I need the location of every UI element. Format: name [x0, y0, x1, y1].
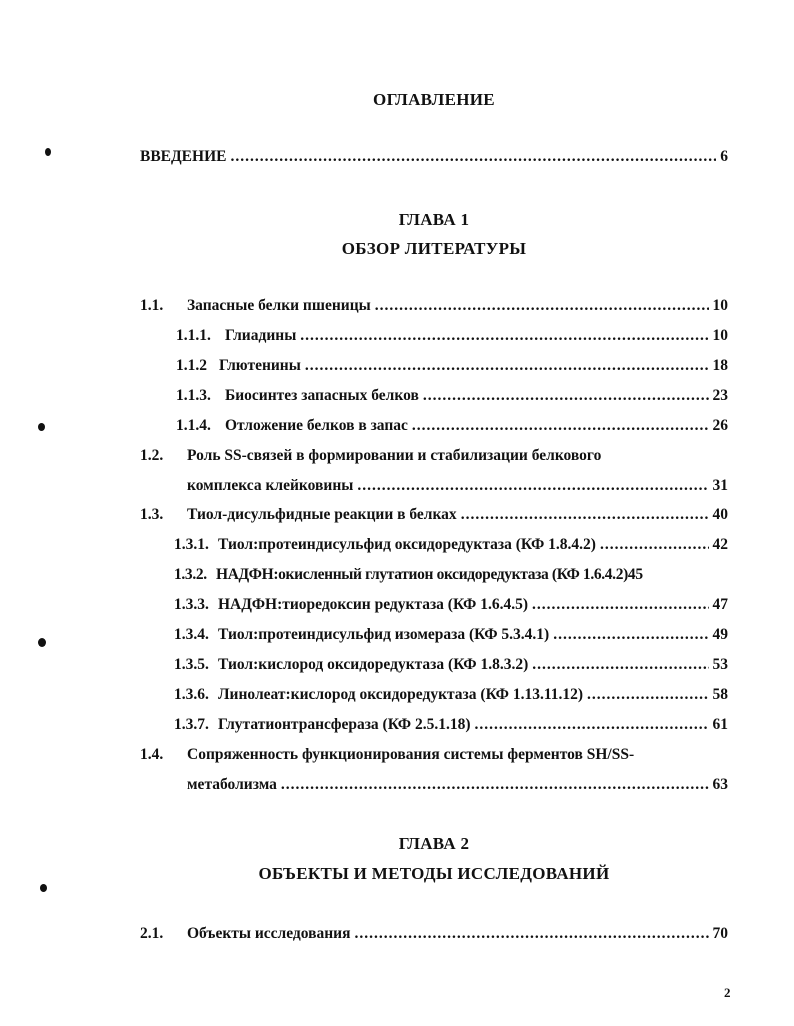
toc-number: 1.1.1. — [176, 327, 211, 344]
toc-entry-1-3-4 — [174, 626, 728, 648]
scan-speck — [38, 423, 45, 431]
toc-page: 53 — [712, 656, 728, 673]
toc-entry-1-3-1 — [174, 536, 728, 558]
toc-entry-1-1-4 — [176, 417, 728, 439]
toc-number: 1.3.2. — [174, 566, 207, 583]
toc-page: 49 — [712, 626, 728, 643]
leader-dots — [300, 327, 708, 345]
toc-label-line2: метаболизма — [187, 776, 277, 793]
toc-number: 1.2. — [140, 447, 164, 464]
leader-dots — [461, 506, 709, 524]
toc-label: Линолеат:кислород оксидоредуктаза (КФ 1.13.11.12) — [218, 686, 584, 703]
toc-page: 42 — [712, 536, 728, 553]
chapter1-heading: ГЛАВА 1 — [398, 210, 470, 229]
toc-page: 10 — [712, 327, 728, 344]
leader-dots — [553, 626, 708, 644]
leader-dots — [230, 148, 716, 166]
leader-dots — [600, 536, 709, 554]
toc-label-line2: комплекса клейковины — [187, 477, 354, 494]
toc-page: 58 — [712, 686, 728, 703]
toc-page: 23 — [712, 387, 728, 404]
toc-label: Биосинтез запасных белков — [225, 387, 419, 404]
leader-dots — [355, 925, 709, 943]
toc-number: 2.1. — [140, 925, 164, 942]
leader-dots — [305, 357, 709, 375]
toc-number: 1.1.2 — [176, 357, 207, 374]
scan-speck — [40, 884, 47, 892]
page-number: 2 — [724, 985, 731, 1000]
toc-entry-1-1-3 — [176, 387, 728, 409]
toc-label: Тиол:протеиндисульфид изомераза (КФ 5.3.4.1) — [218, 626, 550, 643]
toc-entry-2-1 — [140, 925, 728, 947]
leader-dots — [532, 656, 708, 674]
toc-label: Тиол-дисульфидные реакции в белках — [187, 506, 457, 523]
toc-page: 26 — [712, 417, 728, 434]
leader-dots — [587, 686, 708, 704]
toc-entry-1-3-2 — [174, 566, 728, 588]
toc-label: Глютенины — [219, 357, 301, 374]
toc-number: 1.3.6. — [174, 686, 209, 703]
toc-label: Глиадины — [225, 327, 297, 344]
toc-page: 61 — [712, 716, 728, 733]
toc-entry-1-3-3 — [174, 596, 728, 618]
toc-label: Объекты исследования — [187, 925, 351, 942]
toc-number: 1.1.3. — [176, 387, 211, 404]
toc-page: 45 — [627, 566, 643, 583]
leader-dots — [532, 596, 708, 614]
toc-number: 1.1.4. — [176, 417, 211, 434]
toc-label: Тиол:протеиндисульфид оксидоредуктаза (КФ 1.8.4.2) — [218, 536, 596, 553]
toc-number: 1.3.4. — [174, 626, 209, 643]
toc-number: 1.1. — [140, 297, 164, 314]
leader-dots — [357, 477, 708, 495]
toc-label-line1: Сопряженность функционирования системы ферментов SH/SS- — [187, 746, 635, 763]
toc-label: Отложение белков в запас — [225, 417, 408, 434]
toc-label: Глутатионтрансфераза (КФ 2.5.1.18) — [218, 716, 471, 733]
toc-page: 63 — [712, 776, 728, 793]
toc-page: 6 — [720, 148, 728, 165]
leader-dots — [375, 297, 709, 315]
toc-entry-1-3-5 — [174, 656, 728, 678]
toc-label: Тиол:кислород оксидоредуктаза (КФ 1.8.3.2) — [218, 656, 529, 673]
toc-label: НАДФН:тиоредоксин редуктаза (КФ 1.6.4.5) — [218, 596, 529, 613]
toc-page: 18 — [712, 357, 728, 374]
toc-page: 31 — [712, 477, 728, 494]
toc-entry-1-4 — [140, 746, 728, 798]
toc-entry-1-3-6 — [174, 686, 728, 708]
toc-label: Запасные белки пшеницы — [187, 297, 371, 314]
toc-page: 47 — [712, 596, 728, 613]
toc-entry-1-1-1 — [176, 327, 728, 349]
toc-number: 1.3.3. — [174, 596, 209, 613]
toc-entry-1-1 — [140, 297, 728, 319]
toc-entry-1-3-7 — [174, 716, 728, 738]
leader-dots — [281, 776, 709, 794]
toc-entry-1-1-2 — [176, 357, 728, 379]
toc-label: ВВЕДЕНИЕ — [140, 148, 227, 165]
toc-entry-1-3 — [140, 506, 728, 528]
toc-title: ОГЛАВЛЕНИЕ — [373, 90, 495, 109]
chapter2-subtitle: ОБЪЕКТЫ И МЕТОДЫ ИССЛЕДОВАНИЙ — [258, 864, 610, 883]
leader-dots — [412, 417, 709, 435]
toc-label: НАДФН:окисленный глутатион оксидоредуктаза (КФ 1.6.4.2) — [216, 566, 628, 583]
toc-label-line1: Роль SS-связей в формировании и стабилизации белкового — [187, 447, 602, 464]
toc-number: 1.4. — [140, 746, 164, 763]
leader-dots — [475, 716, 709, 734]
toc-number: 1.3.5. — [174, 656, 209, 673]
scan-speck — [45, 148, 51, 156]
toc-number: 1.3.7. — [174, 716, 209, 733]
toc-entry-intro — [140, 148, 728, 170]
leader-dots — [423, 387, 709, 405]
toc-entry-1-2 — [140, 447, 728, 499]
scan-speck — [38, 638, 46, 647]
toc-number: 1.3.1. — [174, 536, 209, 553]
chapter1-subtitle: ОБЗОР ЛИТЕРАТУРЫ — [341, 239, 527, 258]
toc-page: 40 — [712, 506, 728, 523]
chapter2-heading: ГЛАВА 2 — [398, 834, 470, 853]
toc-page: 10 — [712, 297, 728, 314]
toc-page: 70 — [712, 925, 728, 942]
toc-number: 1.3. — [140, 506, 164, 523]
